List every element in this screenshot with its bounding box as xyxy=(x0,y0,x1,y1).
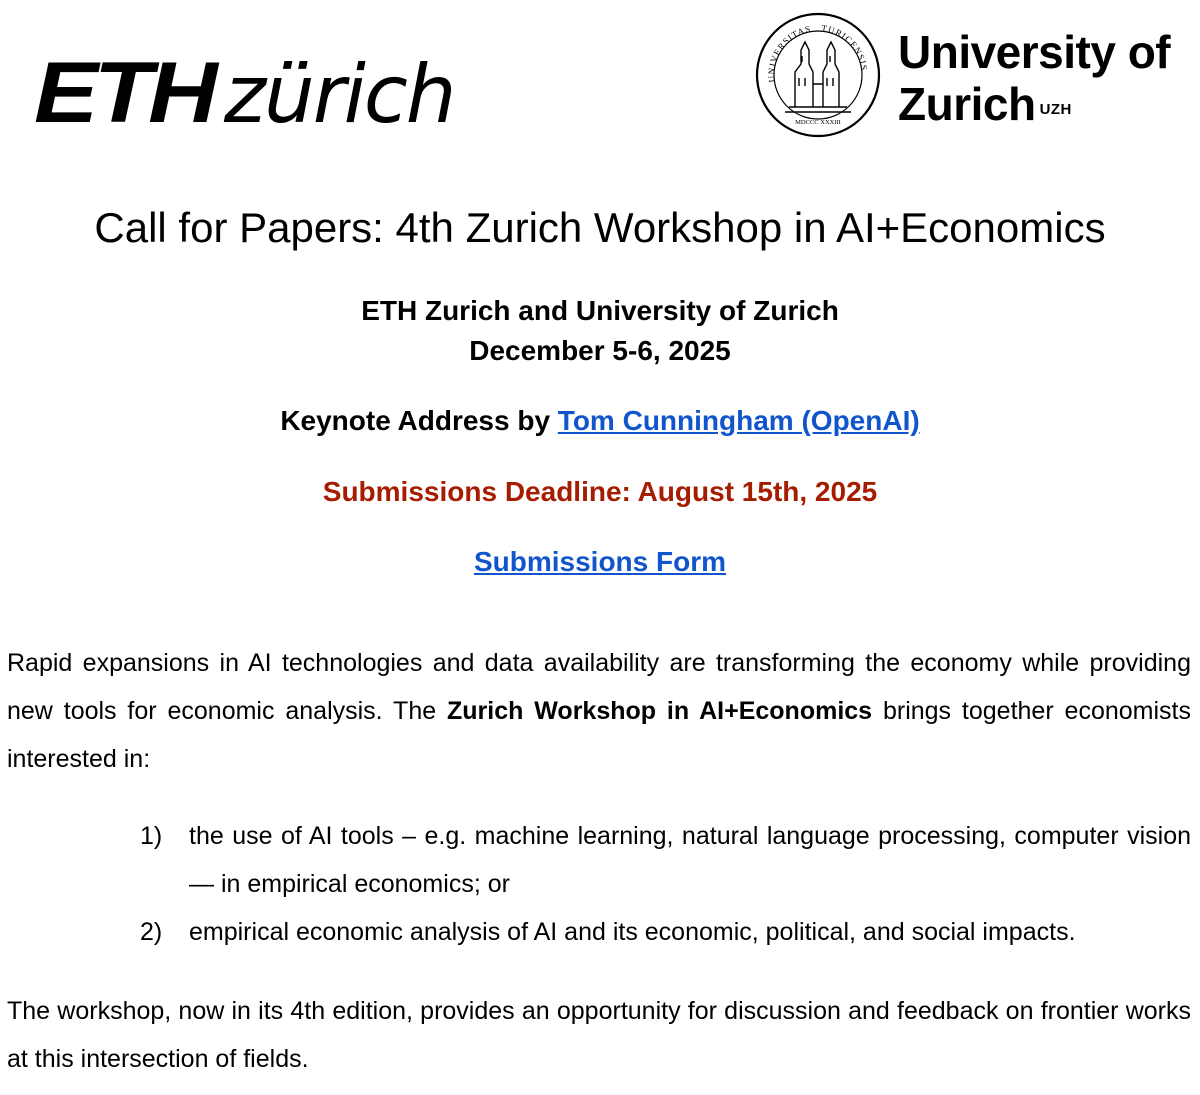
eth-logo-bold: ETH xyxy=(34,45,214,141)
uzh-seal-icon xyxy=(755,12,881,138)
seal-text-bottom: MDCCC XXXIII xyxy=(795,119,841,126)
closing-paragraph: The workshop, now in its 4th edition, provides an opportunity for discussion and feedback on frontier works at this intersection of fields. xyxy=(7,997,1191,1073)
page-title: Call for Papers: 4th Zurich Workshop in AI+Economics xyxy=(94,204,1106,251)
eth-logo-light: zürich xyxy=(224,48,455,141)
submissions-form-link[interactable]: Submissions Form xyxy=(473,546,727,577)
list-item xyxy=(140,812,1191,908)
intro-text-1: Rapid expansions in AI technologies and data availability are transforming the economy while providing new tools for economic analysis. The xyxy=(7,649,1191,725)
uzh-logo-line2 xyxy=(898,78,1170,130)
list-item-text: empirical economic analysis of AI and its economic, political, and social impacts. xyxy=(189,918,1076,946)
list-item-text: the use of AI tools – e.g. machine learning, natural language processing, computer vision — in empirical economics; or xyxy=(189,822,1191,898)
list-item xyxy=(140,908,1191,956)
intro-text-2: brings together economists interested in: xyxy=(7,697,1191,773)
interest-list xyxy=(140,812,1191,956)
submissions-form-line xyxy=(0,542,1200,582)
uzh-logo-line1: University of xyxy=(898,26,1171,78)
list-item-number: 2) xyxy=(140,918,163,946)
submission-deadline: Submissions Deadline: August 15th, 2025 xyxy=(322,476,878,507)
keynote-prefix: Keynote Address by xyxy=(280,405,558,436)
seal-text-left: UNIVERSITAS xyxy=(766,23,813,83)
uzh-logo-zurich: Zurich xyxy=(898,78,1036,130)
uzh-logo-text xyxy=(898,26,1170,130)
list-item-number: 1) xyxy=(140,822,163,850)
uzh-logo-superscript: UZH xyxy=(1039,101,1072,118)
workshop-name: Zurich Workshop in AI+Economics xyxy=(447,697,873,725)
eth-zurich-logo xyxy=(34,45,455,141)
dates-line: December 5-6, 2025 xyxy=(469,335,731,366)
seal-text-right: TURICENSIS xyxy=(820,22,870,72)
organizers-line: ETH Zurich and University of Zurich xyxy=(361,295,839,326)
keynote-speaker-link[interactable]: Tom Cunningham (OpenAI) xyxy=(557,405,920,436)
keynote-line xyxy=(0,401,1200,441)
intro-paragraph xyxy=(7,639,1191,783)
